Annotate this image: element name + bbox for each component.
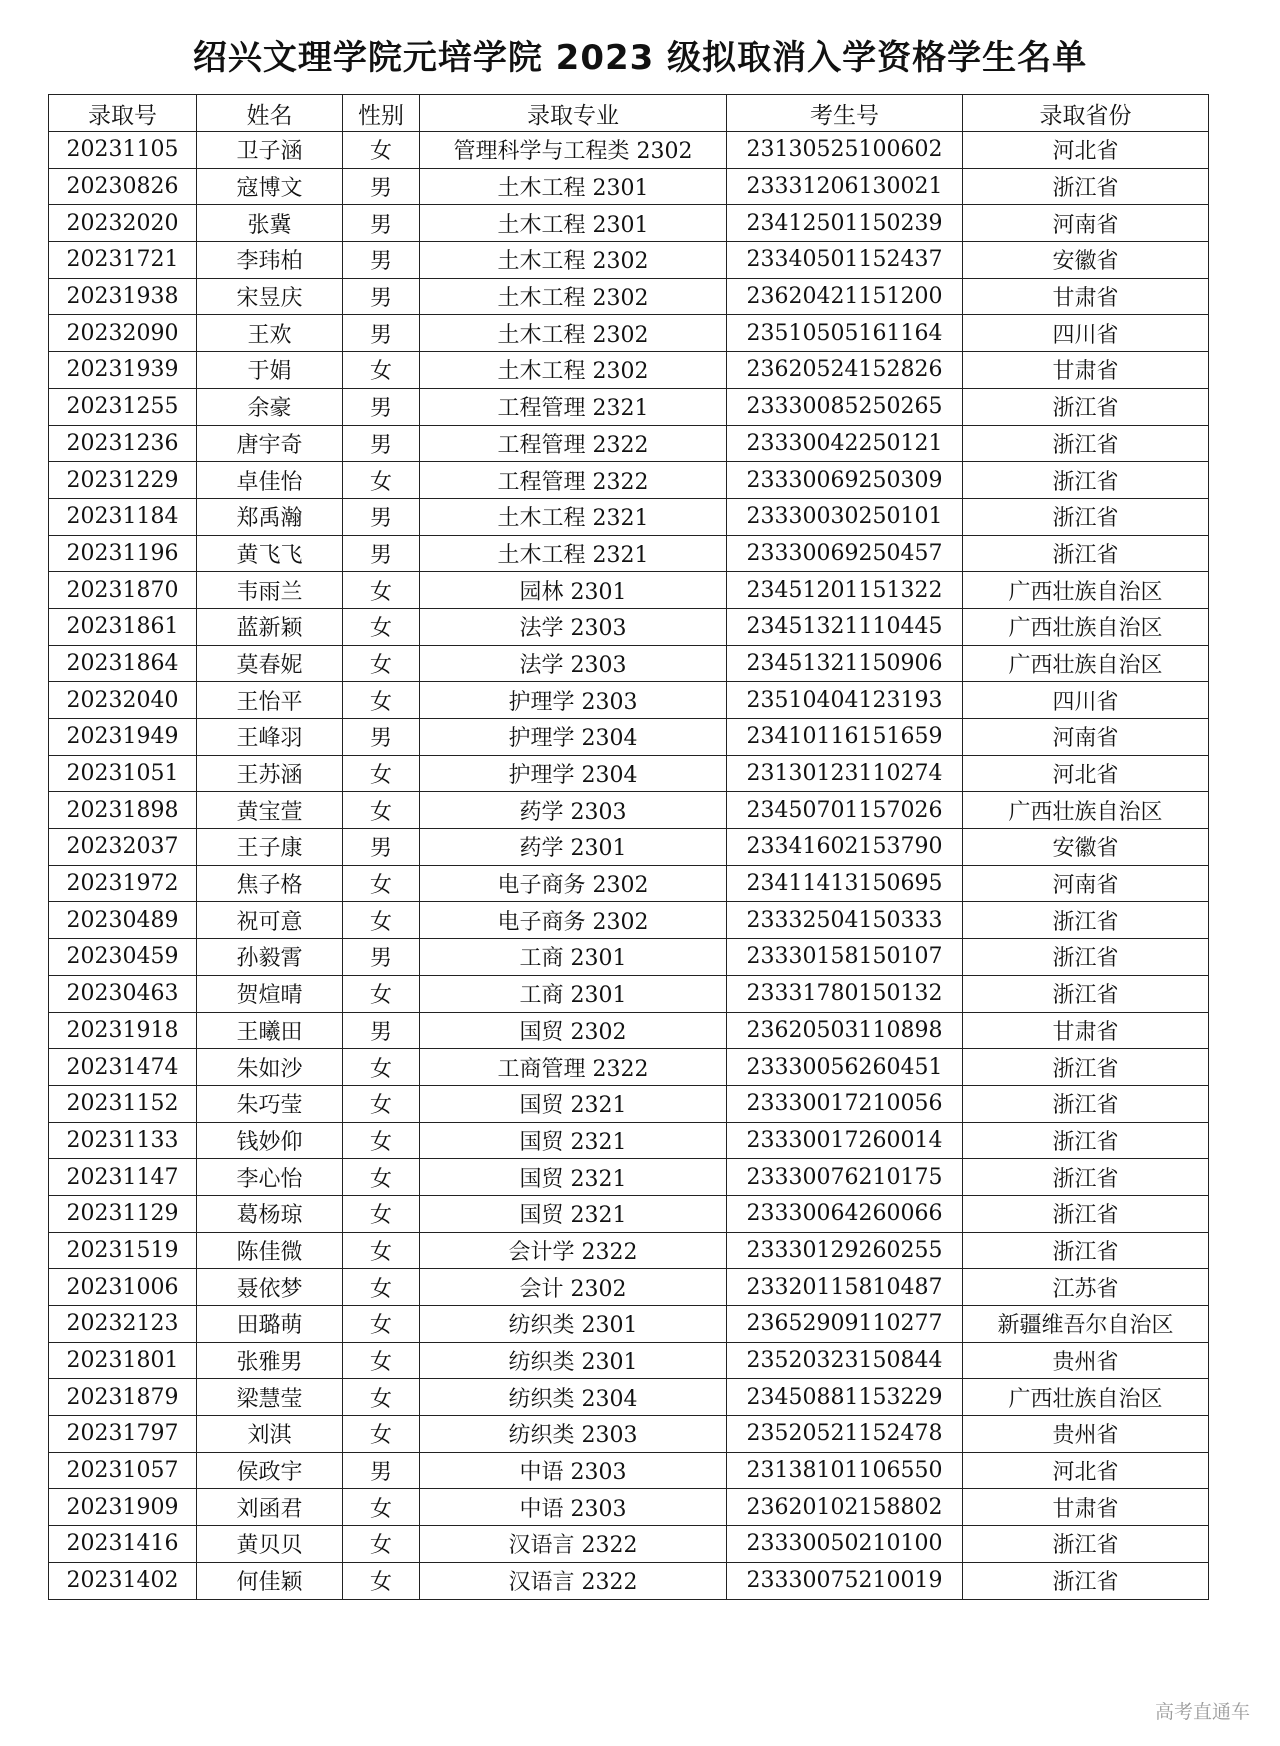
major-cell: 工商 2301 bbox=[420, 939, 727, 976]
gender-cell: 男 bbox=[343, 829, 420, 866]
province-cell: 浙江省 bbox=[963, 1526, 1209, 1563]
admission-no-cell: 20232090 bbox=[49, 315, 197, 352]
province-cell: 浙江省 bbox=[963, 1159, 1209, 1196]
name-cell: 焦子格 bbox=[197, 865, 343, 902]
table-row bbox=[49, 608, 1209, 645]
major-cell: 护理学 2304 bbox=[420, 755, 727, 792]
major-cell: 工商管理 2322 bbox=[420, 1049, 727, 1086]
province-cell: 四川省 bbox=[963, 682, 1209, 719]
province-cell: 浙江省 bbox=[963, 168, 1209, 205]
admission-no-cell: 20231416 bbox=[49, 1526, 197, 1563]
name-cell: 钱妙仰 bbox=[197, 1122, 343, 1159]
table-row bbox=[49, 1562, 1209, 1599]
name-cell: 王苏涵 bbox=[197, 755, 343, 792]
major-cell: 工程管理 2321 bbox=[420, 388, 727, 425]
name-cell: 寇博文 bbox=[197, 168, 343, 205]
major-cell: 国贸 2321 bbox=[420, 1195, 727, 1232]
major-cell: 工程管理 2322 bbox=[420, 462, 727, 499]
province-cell: 浙江省 bbox=[963, 425, 1209, 462]
name-cell: 朱巧莹 bbox=[197, 1085, 343, 1122]
gender-cell: 女 bbox=[343, 608, 420, 645]
table-row bbox=[49, 462, 1209, 499]
gender-cell: 女 bbox=[343, 755, 420, 792]
exam-no-cell: 23451201151322 bbox=[727, 572, 963, 609]
name-cell: 孙毅霄 bbox=[197, 939, 343, 976]
exam-no-cell: 23330017260014 bbox=[727, 1122, 963, 1159]
table-row bbox=[49, 1195, 1209, 1232]
table-row bbox=[49, 352, 1209, 389]
gender-cell: 女 bbox=[343, 865, 420, 902]
page-title: 绍兴文理学院元培学院 2023 级拟取消入学资格学生名单 bbox=[192, 38, 1088, 78]
exam-no-cell: 23330050210100 bbox=[727, 1526, 963, 1563]
table-row bbox=[49, 865, 1209, 902]
province-cell: 浙江省 bbox=[963, 1122, 1209, 1159]
gender-cell: 男 bbox=[343, 168, 420, 205]
admission-no-cell: 20231898 bbox=[49, 792, 197, 829]
name-cell: 王欢 bbox=[197, 315, 343, 352]
exam-no-cell: 23451321110445 bbox=[727, 608, 963, 645]
exam-no-cell: 23510505161164 bbox=[727, 315, 963, 352]
exam-no-cell: 23130123110274 bbox=[727, 755, 963, 792]
name-cell: 聂依梦 bbox=[197, 1269, 343, 1306]
province-cell: 浙江省 bbox=[963, 1232, 1209, 1269]
exam-no-cell: 23330042250121 bbox=[727, 425, 963, 462]
table-row bbox=[49, 1306, 1209, 1343]
admission-no-cell: 20230463 bbox=[49, 975, 197, 1012]
table-row bbox=[49, 682, 1209, 719]
major-cell: 药学 2303 bbox=[420, 792, 727, 829]
name-cell: 王子康 bbox=[197, 829, 343, 866]
exam-no-cell: 23330129260255 bbox=[727, 1232, 963, 1269]
name-cell: 贺煊晴 bbox=[197, 975, 343, 1012]
table-row bbox=[49, 535, 1209, 572]
gender-cell: 女 bbox=[343, 462, 420, 499]
exam-no-cell: 23330017210056 bbox=[727, 1085, 963, 1122]
major-cell: 园林 2301 bbox=[420, 572, 727, 609]
column-header-province: 录取省份 bbox=[963, 95, 1209, 132]
gender-cell: 男 bbox=[343, 498, 420, 535]
name-cell: 侯政宇 bbox=[197, 1452, 343, 1489]
name-cell: 莫春妮 bbox=[197, 645, 343, 682]
province-cell: 浙江省 bbox=[963, 975, 1209, 1012]
table-header-row bbox=[49, 95, 1209, 132]
major-cell: 国贸 2321 bbox=[420, 1085, 727, 1122]
admission-no-cell: 20231184 bbox=[49, 498, 197, 535]
table-row bbox=[49, 1526, 1209, 1563]
major-cell: 电子商务 2302 bbox=[420, 902, 727, 939]
table-row bbox=[49, 278, 1209, 315]
major-cell: 药学 2301 bbox=[420, 829, 727, 866]
table-row bbox=[49, 939, 1209, 976]
gender-cell: 男 bbox=[343, 315, 420, 352]
major-cell: 土木工程 2321 bbox=[420, 535, 727, 572]
gender-cell: 女 bbox=[343, 1489, 420, 1526]
admission-no-cell: 20231474 bbox=[49, 1049, 197, 1086]
admission-no-cell: 20231057 bbox=[49, 1452, 197, 1489]
exam-no-cell: 23330069250457 bbox=[727, 535, 963, 572]
admission-no-cell: 20231519 bbox=[49, 1232, 197, 1269]
admission-no-cell: 20231949 bbox=[49, 719, 197, 756]
name-cell: 卓佳怡 bbox=[197, 462, 343, 499]
name-cell: 郑禹瀚 bbox=[197, 498, 343, 535]
column-header-major: 录取专业 bbox=[420, 95, 727, 132]
exam-no-cell: 23620503110898 bbox=[727, 1012, 963, 1049]
table-row bbox=[49, 1379, 1209, 1416]
province-cell: 贵州省 bbox=[963, 1416, 1209, 1453]
admission-no-cell: 20231147 bbox=[49, 1159, 197, 1196]
exam-no-cell: 23331780150132 bbox=[727, 975, 963, 1012]
major-cell: 护理学 2303 bbox=[420, 682, 727, 719]
gender-cell: 女 bbox=[343, 1379, 420, 1416]
admission-no-cell: 20232020 bbox=[49, 205, 197, 242]
admission-no-cell: 20231229 bbox=[49, 462, 197, 499]
gender-cell: 女 bbox=[343, 1269, 420, 1306]
column-header-gender: 性别 bbox=[343, 95, 420, 132]
table-row bbox=[49, 1085, 1209, 1122]
admission-no-cell: 20231801 bbox=[49, 1342, 197, 1379]
major-cell: 会计学 2322 bbox=[420, 1232, 727, 1269]
table-row bbox=[49, 168, 1209, 205]
gender-cell: 女 bbox=[343, 682, 420, 719]
table-row bbox=[49, 132, 1209, 169]
gender-cell: 男 bbox=[343, 425, 420, 462]
province-cell: 浙江省 bbox=[963, 388, 1209, 425]
gender-cell: 男 bbox=[343, 388, 420, 425]
gender-cell: 男 bbox=[343, 719, 420, 756]
province-cell: 浙江省 bbox=[963, 1049, 1209, 1086]
province-cell: 贵州省 bbox=[963, 1342, 1209, 1379]
name-cell: 朱如沙 bbox=[197, 1049, 343, 1086]
exam-no-cell: 23320115810487 bbox=[727, 1269, 963, 1306]
admission-no-cell: 20231939 bbox=[49, 352, 197, 389]
admission-no-cell: 20231879 bbox=[49, 1379, 197, 1416]
exam-no-cell: 23331206130021 bbox=[727, 168, 963, 205]
exam-no-cell: 23330085250265 bbox=[727, 388, 963, 425]
name-cell: 余豪 bbox=[197, 388, 343, 425]
major-cell: 汉语言 2322 bbox=[420, 1562, 727, 1599]
admission-no-cell: 20231006 bbox=[49, 1269, 197, 1306]
major-cell: 会计 2302 bbox=[420, 1269, 727, 1306]
admission-no-cell: 20230826 bbox=[49, 168, 197, 205]
exam-no-cell: 23652909110277 bbox=[727, 1306, 963, 1343]
gender-cell: 女 bbox=[343, 645, 420, 682]
major-cell: 法学 2303 bbox=[420, 645, 727, 682]
admission-no-cell: 20232040 bbox=[49, 682, 197, 719]
admission-no-cell: 20231255 bbox=[49, 388, 197, 425]
exam-no-cell: 23330076210175 bbox=[727, 1159, 963, 1196]
table-row bbox=[49, 1489, 1209, 1526]
gender-cell: 男 bbox=[343, 535, 420, 572]
exam-no-cell: 23620102158802 bbox=[727, 1489, 963, 1526]
exam-no-cell: 23138101106550 bbox=[727, 1452, 963, 1489]
exam-no-cell: 23330158150107 bbox=[727, 939, 963, 976]
admission-no-cell: 20230489 bbox=[49, 902, 197, 939]
major-cell: 管理科学与工程类 2302 bbox=[420, 132, 727, 169]
table-row bbox=[49, 645, 1209, 682]
name-cell: 宋昱庆 bbox=[197, 278, 343, 315]
name-cell: 李玮柏 bbox=[197, 242, 343, 279]
name-cell: 卫子涵 bbox=[197, 132, 343, 169]
admission-no-cell: 20231861 bbox=[49, 608, 197, 645]
gender-cell: 女 bbox=[343, 352, 420, 389]
name-cell: 蓝新颖 bbox=[197, 608, 343, 645]
major-cell: 土木工程 2302 bbox=[420, 352, 727, 389]
province-cell: 浙江省 bbox=[963, 939, 1209, 976]
major-cell: 国贸 2302 bbox=[420, 1012, 727, 1049]
table-row bbox=[49, 205, 1209, 242]
gender-cell: 女 bbox=[343, 1085, 420, 1122]
major-cell: 中语 2303 bbox=[420, 1489, 727, 1526]
province-cell: 四川省 bbox=[963, 315, 1209, 352]
gender-cell: 男 bbox=[343, 939, 420, 976]
admission-no-cell: 20231864 bbox=[49, 645, 197, 682]
name-cell: 葛杨琼 bbox=[197, 1195, 343, 1232]
table-row bbox=[49, 315, 1209, 352]
province-cell: 浙江省 bbox=[963, 1195, 1209, 1232]
table-row bbox=[49, 1012, 1209, 1049]
province-cell: 河南省 bbox=[963, 865, 1209, 902]
province-cell: 河北省 bbox=[963, 1452, 1209, 1489]
name-cell: 祝可意 bbox=[197, 902, 343, 939]
province-cell: 甘肃省 bbox=[963, 1489, 1209, 1526]
province-cell: 浙江省 bbox=[963, 1085, 1209, 1122]
watermark: 高考直通车 bbox=[1154, 1701, 1250, 1723]
major-cell: 土木工程 2302 bbox=[420, 315, 727, 352]
province-cell: 浙江省 bbox=[963, 1562, 1209, 1599]
province-cell: 安徽省 bbox=[963, 829, 1209, 866]
admission-no-cell: 20231938 bbox=[49, 278, 197, 315]
admission-no-cell: 20231236 bbox=[49, 425, 197, 462]
table-row bbox=[49, 498, 1209, 535]
table-row bbox=[49, 1416, 1209, 1453]
admission-no-cell: 20231129 bbox=[49, 1195, 197, 1232]
province-cell: 广西壮族自治区 bbox=[963, 572, 1209, 609]
name-cell: 陈佳微 bbox=[197, 1232, 343, 1269]
name-cell: 田璐萌 bbox=[197, 1306, 343, 1343]
gender-cell: 男 bbox=[343, 1012, 420, 1049]
province-cell: 新疆维吾尔自治区 bbox=[963, 1306, 1209, 1343]
gender-cell: 女 bbox=[343, 572, 420, 609]
major-cell: 土木工程 2302 bbox=[420, 242, 727, 279]
table-row bbox=[49, 1159, 1209, 1196]
major-cell: 工商 2301 bbox=[420, 975, 727, 1012]
province-cell: 广西壮族自治区 bbox=[963, 645, 1209, 682]
gender-cell: 男 bbox=[343, 242, 420, 279]
province-cell: 浙江省 bbox=[963, 902, 1209, 939]
major-cell: 土木工程 2321 bbox=[420, 498, 727, 535]
table-row bbox=[49, 792, 1209, 829]
name-cell: 于娟 bbox=[197, 352, 343, 389]
gender-cell: 男 bbox=[343, 1452, 420, 1489]
admission-no-cell: 20231196 bbox=[49, 535, 197, 572]
name-cell: 张冀 bbox=[197, 205, 343, 242]
exam-no-cell: 23341602153790 bbox=[727, 829, 963, 866]
major-cell: 纺织类 2304 bbox=[420, 1379, 727, 1416]
gender-cell: 女 bbox=[343, 902, 420, 939]
province-cell: 广西壮族自治区 bbox=[963, 792, 1209, 829]
table-row bbox=[49, 755, 1209, 792]
gender-cell: 女 bbox=[343, 132, 420, 169]
province-cell: 甘肃省 bbox=[963, 352, 1209, 389]
name-cell: 何佳颖 bbox=[197, 1562, 343, 1599]
major-cell: 国贸 2321 bbox=[420, 1122, 727, 1159]
table-row bbox=[49, 242, 1209, 279]
province-cell: 河北省 bbox=[963, 755, 1209, 792]
name-cell: 黄飞飞 bbox=[197, 535, 343, 572]
exam-no-cell: 23340501152437 bbox=[727, 242, 963, 279]
admission-no-cell: 20231152 bbox=[49, 1085, 197, 1122]
major-cell: 纺织类 2301 bbox=[420, 1342, 727, 1379]
admission-no-cell: 20231909 bbox=[49, 1489, 197, 1526]
exam-no-cell: 23510404123193 bbox=[727, 682, 963, 719]
exam-no-cell: 23620421151200 bbox=[727, 278, 963, 315]
admission-no-cell: 20231402 bbox=[49, 1562, 197, 1599]
admission-no-cell: 20231870 bbox=[49, 572, 197, 609]
province-cell: 河北省 bbox=[963, 132, 1209, 169]
name-cell: 张雅男 bbox=[197, 1342, 343, 1379]
major-cell: 汉语言 2322 bbox=[420, 1526, 727, 1563]
exam-no-cell: 23450701157026 bbox=[727, 792, 963, 829]
admission-no-cell: 20232037 bbox=[49, 829, 197, 866]
name-cell: 李心怡 bbox=[197, 1159, 343, 1196]
gender-cell: 女 bbox=[343, 1122, 420, 1159]
exam-no-cell: 23520521152478 bbox=[727, 1416, 963, 1453]
exam-no-cell: 23450881153229 bbox=[727, 1379, 963, 1416]
province-cell: 广西壮族自治区 bbox=[963, 1379, 1209, 1416]
major-cell: 纺织类 2301 bbox=[420, 1306, 727, 1343]
name-cell: 韦雨兰 bbox=[197, 572, 343, 609]
gender-cell: 女 bbox=[343, 1416, 420, 1453]
table-row bbox=[49, 1342, 1209, 1379]
table-row bbox=[49, 1269, 1209, 1306]
admission-no-cell: 20231797 bbox=[49, 1416, 197, 1453]
major-cell: 国贸 2321 bbox=[420, 1159, 727, 1196]
name-cell: 梁慧莹 bbox=[197, 1379, 343, 1416]
student-list-table bbox=[48, 94, 1209, 1600]
name-cell: 黄宝萱 bbox=[197, 792, 343, 829]
column-header-exam-no: 考生号 bbox=[727, 95, 963, 132]
table-row bbox=[49, 975, 1209, 1012]
province-cell: 安徽省 bbox=[963, 242, 1209, 279]
province-cell: 江苏省 bbox=[963, 1269, 1209, 1306]
gender-cell: 女 bbox=[343, 792, 420, 829]
major-cell: 土木工程 2301 bbox=[420, 168, 727, 205]
major-cell: 工程管理 2322 bbox=[420, 425, 727, 462]
table-row bbox=[49, 902, 1209, 939]
table-row bbox=[49, 1049, 1209, 1086]
province-cell: 甘肃省 bbox=[963, 278, 1209, 315]
province-cell: 浙江省 bbox=[963, 498, 1209, 535]
gender-cell: 女 bbox=[343, 975, 420, 1012]
exam-no-cell: 23332504150333 bbox=[727, 902, 963, 939]
exam-no-cell: 23130525100602 bbox=[727, 132, 963, 169]
exam-no-cell: 23410116151659 bbox=[727, 719, 963, 756]
name-cell: 王峰羽 bbox=[197, 719, 343, 756]
exam-no-cell: 23411413150695 bbox=[727, 865, 963, 902]
column-header-admission-no: 录取号 bbox=[49, 95, 197, 132]
table-row bbox=[49, 1232, 1209, 1269]
major-cell: 电子商务 2302 bbox=[420, 865, 727, 902]
gender-cell: 女 bbox=[343, 1562, 420, 1599]
admission-no-cell: 20230459 bbox=[49, 939, 197, 976]
table-row bbox=[49, 719, 1209, 756]
admission-no-cell: 20232123 bbox=[49, 1306, 197, 1343]
admission-no-cell: 20231721 bbox=[49, 242, 197, 279]
name-cell: 刘函君 bbox=[197, 1489, 343, 1526]
admission-no-cell: 20231972 bbox=[49, 865, 197, 902]
exam-no-cell: 23330030250101 bbox=[727, 498, 963, 535]
admission-no-cell: 20231918 bbox=[49, 1012, 197, 1049]
exam-no-cell: 23520323150844 bbox=[727, 1342, 963, 1379]
province-cell: 甘肃省 bbox=[963, 1012, 1209, 1049]
major-cell: 护理学 2304 bbox=[420, 719, 727, 756]
exam-no-cell: 23412501150239 bbox=[727, 205, 963, 242]
province-cell: 河南省 bbox=[963, 205, 1209, 242]
column-header-name: 姓名 bbox=[197, 95, 343, 132]
gender-cell: 女 bbox=[343, 1195, 420, 1232]
gender-cell: 男 bbox=[343, 278, 420, 315]
gender-cell: 女 bbox=[343, 1159, 420, 1196]
exam-no-cell: 23330064260066 bbox=[727, 1195, 963, 1232]
name-cell: 王曦田 bbox=[197, 1012, 343, 1049]
major-cell: 土木工程 2301 bbox=[420, 205, 727, 242]
gender-cell: 女 bbox=[343, 1342, 420, 1379]
exam-no-cell: 23330069250309 bbox=[727, 462, 963, 499]
gender-cell: 女 bbox=[343, 1306, 420, 1343]
major-cell: 法学 2303 bbox=[420, 608, 727, 645]
name-cell: 黄贝贝 bbox=[197, 1526, 343, 1563]
table-row bbox=[49, 388, 1209, 425]
province-cell: 浙江省 bbox=[963, 535, 1209, 572]
gender-cell: 女 bbox=[343, 1049, 420, 1086]
province-cell: 广西壮族自治区 bbox=[963, 608, 1209, 645]
name-cell: 刘淇 bbox=[197, 1416, 343, 1453]
table-row bbox=[49, 572, 1209, 609]
name-cell: 王怡平 bbox=[197, 682, 343, 719]
table-row bbox=[49, 1122, 1209, 1159]
gender-cell: 女 bbox=[343, 1526, 420, 1563]
major-cell: 土木工程 2302 bbox=[420, 278, 727, 315]
exam-no-cell: 23330056260451 bbox=[727, 1049, 963, 1086]
admission-no-cell: 20231133 bbox=[49, 1122, 197, 1159]
gender-cell: 男 bbox=[343, 205, 420, 242]
gender-cell: 女 bbox=[343, 1232, 420, 1269]
exam-no-cell: 23451321150906 bbox=[727, 645, 963, 682]
province-cell: 浙江省 bbox=[963, 462, 1209, 499]
name-cell: 唐宇奇 bbox=[197, 425, 343, 462]
major-cell: 纺织类 2303 bbox=[420, 1416, 727, 1453]
table-row bbox=[49, 425, 1209, 462]
admission-no-cell: 20231105 bbox=[49, 132, 197, 169]
province-cell: 河南省 bbox=[963, 719, 1209, 756]
table-row bbox=[49, 1452, 1209, 1489]
admission-no-cell: 20231051 bbox=[49, 755, 197, 792]
exam-no-cell: 23620524152826 bbox=[727, 352, 963, 389]
exam-no-cell: 23330075210019 bbox=[727, 1562, 963, 1599]
table-row bbox=[49, 829, 1209, 866]
major-cell: 中语 2303 bbox=[420, 1452, 727, 1489]
